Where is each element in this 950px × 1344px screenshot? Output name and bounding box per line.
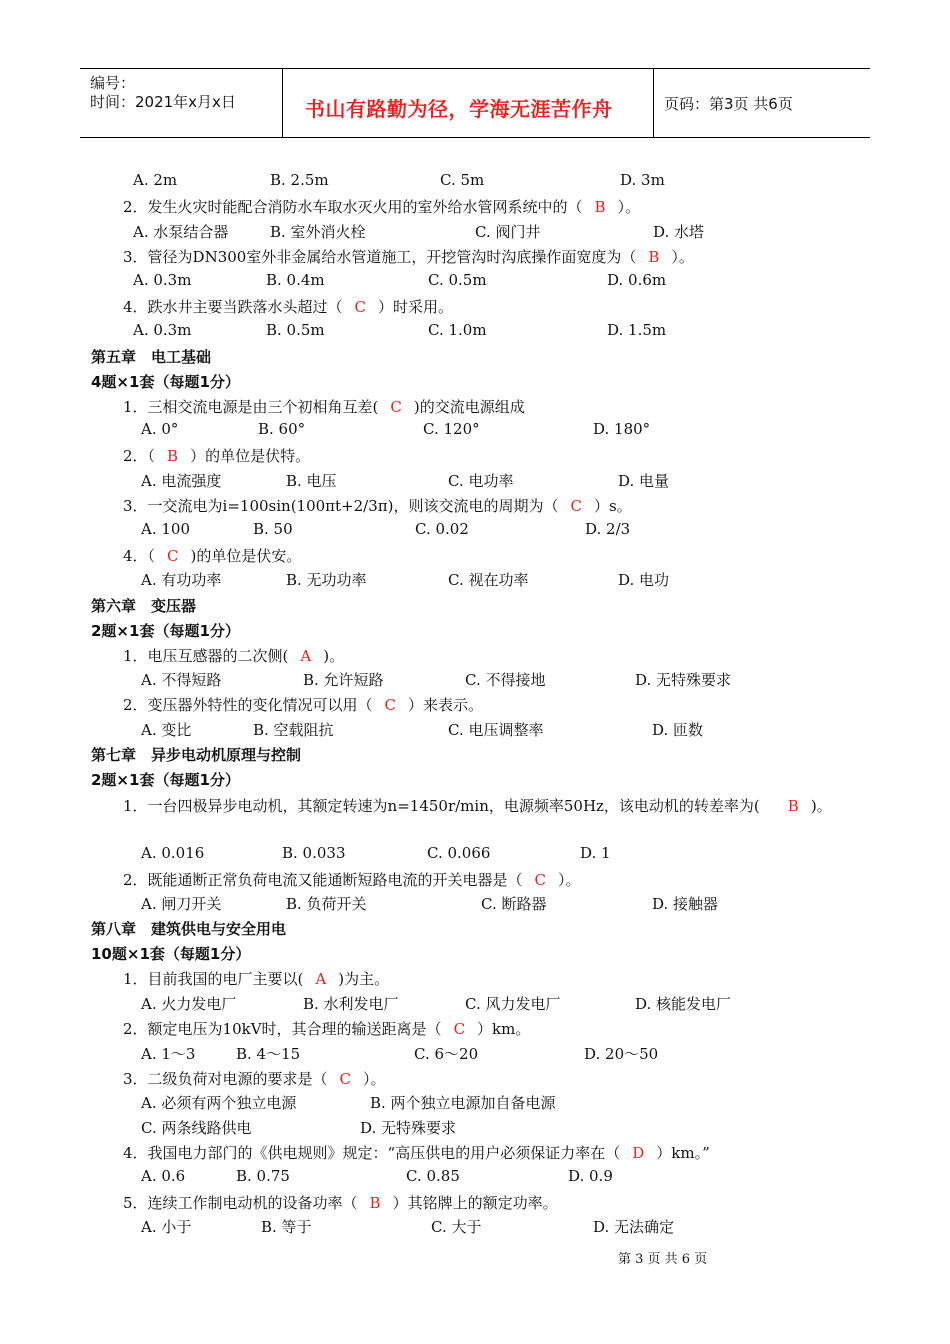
answer-mark: B [594, 198, 606, 216]
chapter-heading: 第五章 电工基础 [91, 348, 212, 366]
question-text: 3．二级负荷对电源的要求是（ C ）。 [123, 1070, 386, 1088]
answer-mark: D [632, 1144, 645, 1162]
doc-date-label: 时间：2021年x月x日 [90, 93, 236, 111]
option-a: A. 0.6 [141, 1167, 186, 1185]
option-b: B. 0.033 [282, 844, 346, 862]
option-a: A. 0° [141, 420, 179, 438]
option-a: A. 2m [133, 171, 178, 189]
option-b: B. 无功功率 [286, 571, 367, 589]
option-a: A. 0.3m [133, 271, 192, 289]
option-d: D. 1.5m [607, 321, 667, 339]
option-b: B. 电压 [286, 472, 337, 490]
chapter-subheading: 2题×1套（每题1分） [91, 622, 240, 640]
page-info: 页码：第3页 共6页 [664, 95, 793, 113]
chapter-heading: 第六章 变压器 [91, 597, 197, 615]
option-b: B. 空载阻抗 [253, 721, 334, 739]
option-a: A. 不得短路 [141, 671, 222, 689]
option-c: C. 0.066 [427, 844, 491, 862]
option-c: C. 0.85 [406, 1167, 460, 1185]
question-text: 2．发生火灾时能配合消防水车取水灭火用的室外给水管网系统中的（ B ）。 [123, 198, 641, 216]
answer-mark: C [167, 547, 179, 565]
option-d: D. 匝数 [652, 721, 704, 739]
option-d: D. 0.9 [568, 1167, 613, 1185]
option-c: C. 5m [440, 171, 485, 189]
question-text: 4．我国电力部门的《供电规则》规定：“高压供电的用户必须保证力率在（ D ）km。” [123, 1144, 710, 1162]
answer-mark: B [787, 797, 799, 815]
option-c: C. 不得接地 [465, 671, 546, 689]
option-b: B. 水利发电厂 [303, 995, 399, 1013]
answer-mark: C [570, 497, 582, 515]
question-text: 1．一台四极异步电动机，其额定转速为n=1450r/min，电源频率50Hz，该电动机的转差率为( B )。 [123, 797, 832, 815]
chapter-subheading: 2题×1套（每题1分） [91, 771, 240, 789]
option-d: D. 无特殊要求 [635, 671, 732, 689]
chapter-heading: 第八章 建筑供电与安全用电 [91, 920, 287, 938]
option-a: A. 闸刀开关 [141, 895, 222, 913]
option-d: D. 核能发电厂 [635, 995, 732, 1013]
question-text: 4．（ C )的单位是伏安。 [123, 547, 302, 565]
answer-mark: B [648, 248, 660, 266]
option-a: A. 小于 [141, 1218, 192, 1236]
answer-mark: A [315, 970, 327, 988]
answer-mark: C [390, 398, 402, 416]
option-a: A. 变比 [141, 721, 192, 739]
option-c: C. 0.02 [415, 520, 469, 538]
question-text: 1．三相交流电源是由三个初相角互差( C )的交流电源组成 [123, 398, 525, 416]
option-a: A. 0.016 [141, 844, 205, 862]
question-text: 2．（ B ）的单位是伏特。 [123, 447, 311, 465]
option-c: C. 大于 [431, 1218, 482, 1236]
option-d: D. 无法确定 [593, 1218, 675, 1236]
option-a: A. 有功功率 [141, 571, 222, 589]
option-d: D. 0.6m [607, 271, 667, 289]
header-meta-cell [80, 69, 283, 137]
option-c: C. 两条线路供电 [141, 1119, 252, 1137]
option-b: B. 0.75 [236, 1167, 290, 1185]
answer-mark: B [369, 1194, 381, 1212]
motto-text: 书山有路勤为径，学海无涯苦作舟 [305, 97, 613, 121]
answer-mark: C [384, 696, 397, 714]
option-d: D. 2/3 [585, 520, 631, 538]
option-d: D. 水塔 [653, 223, 705, 241]
answer-mark: C [453, 1020, 466, 1038]
question-text: 3．一交流电为i=100sin(100πt+2/3π)，则该交流电的周期为（ C ）s。 [123, 497, 632, 515]
option-d: D. 无特殊要求 [360, 1119, 457, 1137]
option-c: C. 电功率 [448, 472, 514, 490]
page-footer: 第 3 页 共 6 页 [618, 1252, 708, 1267]
question-text: 2．既能通断正常负荷电流又能通断短路电流的开关电器是（ C ）。 [123, 871, 581, 889]
option-c: C. 断路器 [481, 895, 547, 913]
option-b: B. 50 [253, 520, 293, 538]
answer-mark: C [354, 298, 367, 316]
option-b: B. 4～15 [236, 1045, 301, 1063]
option-d: D. 电功 [618, 571, 670, 589]
option-d: D. 20～50 [584, 1045, 659, 1063]
option-a: A. 水泵结合器 [133, 223, 229, 241]
answer-mark: A [300, 647, 312, 665]
option-d: D. 1 [580, 844, 611, 862]
option-b: B. 等于 [261, 1218, 312, 1236]
option-d: D. 180° [593, 420, 651, 438]
doc-number-label: 编号： [90, 74, 136, 92]
option-b: B. 0.4m [266, 271, 325, 289]
option-b: B. 0.5m [266, 321, 325, 339]
option-b: B. 2.5m [270, 171, 329, 189]
answer-mark: C [339, 1070, 352, 1088]
option-b: B. 两个独立电源加自备电源 [370, 1094, 556, 1112]
option-c: C. 6～20 [414, 1045, 479, 1063]
option-a: A. 必须有两个独立电源 [141, 1094, 297, 1112]
option-c: C. 120° [423, 420, 480, 438]
answer-mark: C [534, 871, 547, 889]
chapter-subheading: 4题×1套（每题1分） [91, 373, 240, 391]
option-a: A. 电流强度 [141, 472, 222, 490]
question-text: 5．连续工作制电动机的设备功率（ B ）其铭牌上的额定功率。 [123, 1194, 558, 1212]
option-c: C. 视在功率 [448, 571, 529, 589]
question-text: 1．电压互感器的二次侧( A )。 [123, 647, 345, 665]
option-a: A. 0.3m [133, 321, 192, 339]
option-d: D. 3m [620, 171, 665, 189]
chapter-subheading: 10题×1套（每题1分） [91, 945, 251, 963]
option-b: B. 负荷开关 [286, 895, 367, 913]
option-a: A. 火力发电厂 [141, 995, 237, 1013]
option-c: C. 阀门井 [475, 223, 541, 241]
question-text: 1．目前我国的电厂主要以( A )为主。 [123, 970, 390, 988]
header-motto-cell [283, 69, 654, 137]
question-text: 4．跌水井主要当跌落水头超过（ C ）时采用。 [123, 298, 454, 316]
question-text: 3．管径为DN300室外非金属给水管道施工，开挖管沟时沟底操作面宽度为（ B ）。 [123, 248, 694, 266]
page-header [80, 68, 870, 138]
option-a: A. 100 [141, 520, 190, 538]
option-a: A. 1～3 [141, 1045, 196, 1063]
option-b: B. 室外消火栓 [270, 223, 366, 241]
chapter-heading: 第七章 异步电动机原理与控制 [91, 746, 302, 764]
option-d: D. 接触器 [652, 895, 719, 913]
question-text: 2．额定电压为10kV时，其合理的输送距离是（ C ）km。 [123, 1020, 531, 1038]
question-text: 2．变压器外特性的变化情况可以用（ C ）来表示。 [123, 696, 484, 714]
option-c: C. 风力发电厂 [465, 995, 561, 1013]
option-c: C. 电压调整率 [448, 721, 544, 739]
option-c: C. 0.5m [428, 271, 487, 289]
option-b: B. 60° [258, 420, 306, 438]
option-b: B. 允许短路 [303, 671, 384, 689]
option-d: D. 电量 [618, 472, 670, 490]
answer-mark: B [167, 447, 179, 465]
option-c: C. 1.0m [428, 321, 487, 339]
